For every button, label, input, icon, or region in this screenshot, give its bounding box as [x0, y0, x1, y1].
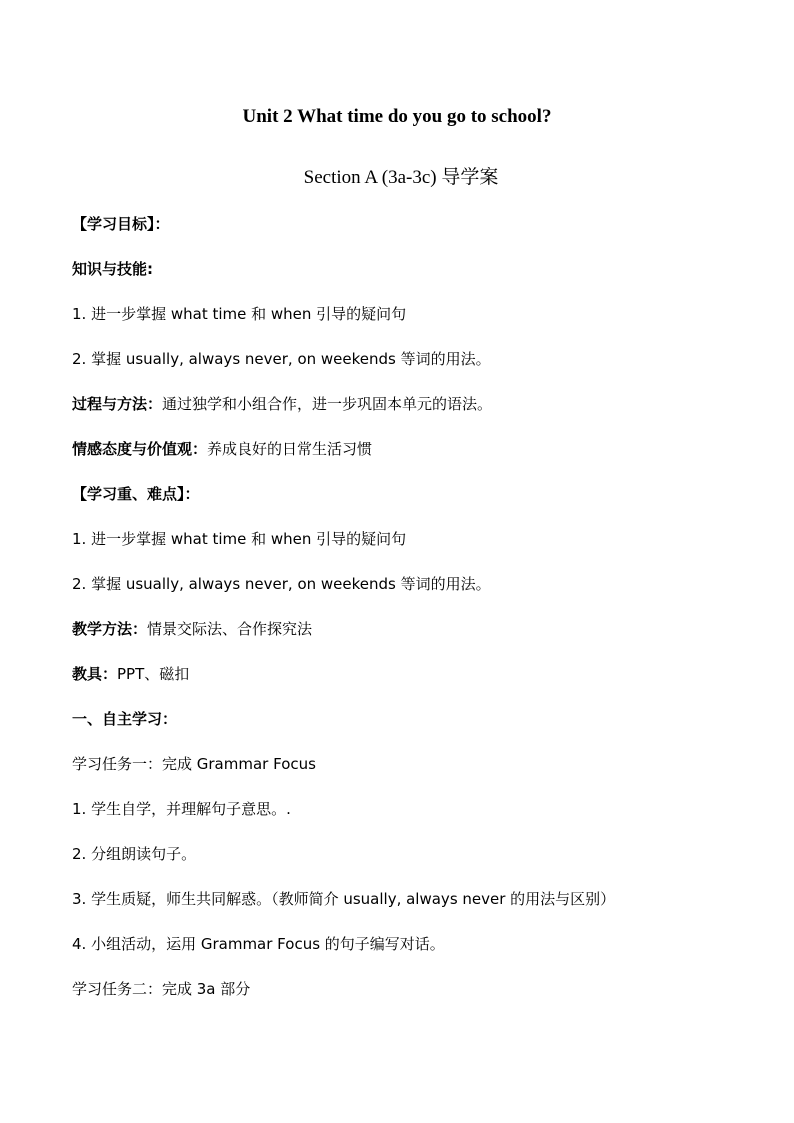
self-study-heading: 一、自主学习：: [72, 710, 178, 728]
task-step-1: 1. 学生自学，并理解句子意思。.: [72, 800, 291, 818]
task-two-line: 学习任务二：完成 3a 部分: [72, 980, 251, 998]
teaching-aids-label: 教具：: [72, 665, 118, 683]
task-one-line: 学习任务一：完成 Grammar Focus: [72, 755, 316, 773]
document-title: Unit 2 What time do you go to school?: [242, 106, 552, 127]
teaching-method-label: 教学方法：: [72, 620, 148, 638]
teaching-method-line: [72, 619, 312, 639]
learning-goals-heading: 【学习目标】：: [72, 215, 170, 233]
process-method-line: [72, 394, 492, 414]
teaching-method-text: 情景交际法、合作探究法: [147, 620, 313, 638]
goal-item-2: 2. 掌握 usually, always never, on weekends 等词的用法。: [72, 350, 491, 368]
task-step-4: 4. 小组活动，运用 Grammar Focus 的句子编写对话。: [72, 935, 445, 953]
key-points-heading: 【学习重、难点】：: [72, 485, 200, 503]
emotion-values-label: 情感态度与价值观：: [72, 440, 208, 458]
goal-item-1: 1. 进一步掌握 what time 和 when 引导的疑问句: [72, 305, 407, 323]
emotion-values-line: [72, 439, 372, 459]
teaching-aids-text: PPT、磁扣: [117, 665, 190, 683]
task-step-2: 2. 分组朗读句子。: [72, 845, 197, 863]
teaching-aids-line: [72, 664, 189, 684]
document-subtitle: Section A (3a-3c) 导学案: [303, 167, 499, 188]
key-point-item-2: 2. 掌握 usually, always never, on weekends 等词的用法。: [72, 575, 491, 593]
knowledge-skills-heading: 知识与技能:: [72, 260, 153, 278]
process-method-label: 过程与方法：: [72, 395, 163, 413]
emotion-values-text: 养成良好的日常生活习惯: [207, 440, 373, 458]
task-step-3: 3. 学生质疑，师生共同解惑。（教师简介 usually, always never 的用法与区别）: [72, 890, 616, 908]
process-method-text: 通过独学和小组合作，进一步巩固本单元的语法。: [162, 395, 493, 413]
key-point-item-1: 1. 进一步掌握 what time 和 when 引导的疑问句: [72, 530, 407, 548]
